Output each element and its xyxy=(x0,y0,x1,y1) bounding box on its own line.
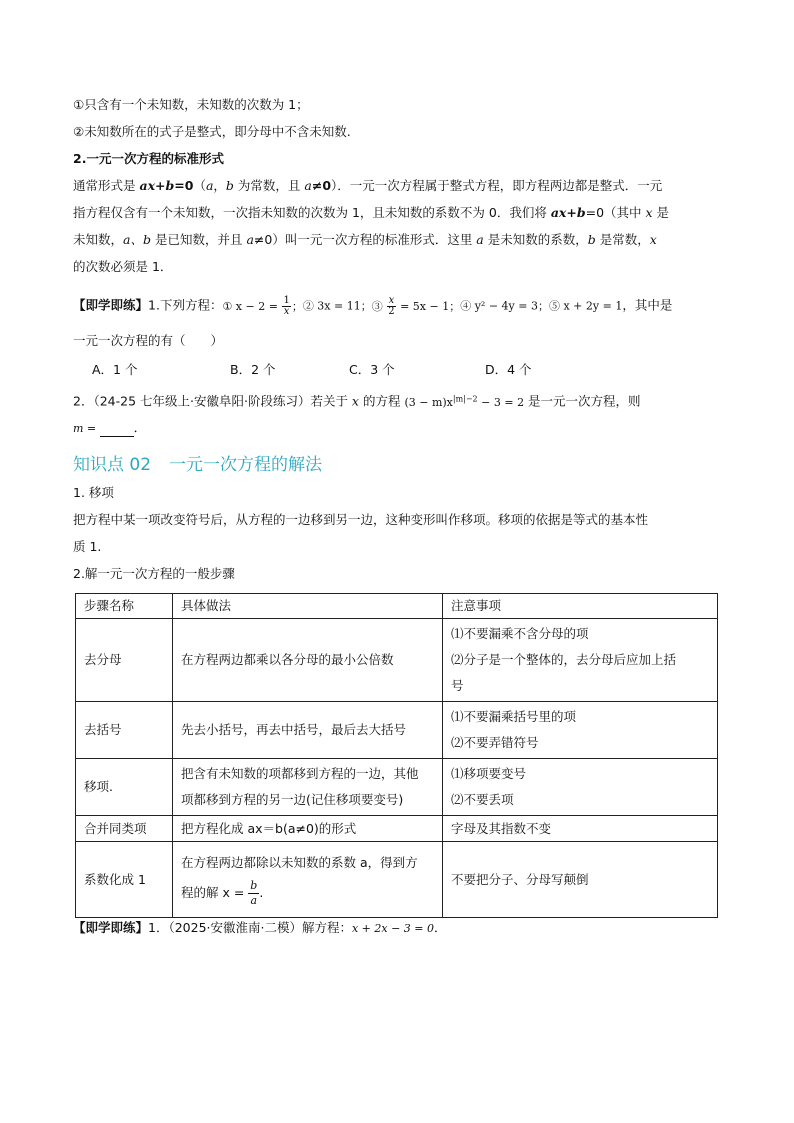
text: 是常数， xyxy=(595,232,650,247)
table-cell: 不要把分子、分母写颠倒 xyxy=(443,842,718,918)
table-cell xyxy=(173,759,443,816)
table-row xyxy=(76,842,718,918)
note: 号 xyxy=(451,678,464,693)
text: ； xyxy=(291,299,303,313)
steps-title: 2.解一元一次方程的一般步骤 xyxy=(73,566,235,581)
var: a xyxy=(476,232,484,247)
note: ⑵不要弄错符号 xyxy=(451,735,539,750)
table-header: 注意事项 xyxy=(443,594,718,619)
paragraph-line-2 xyxy=(73,205,723,221)
text: ≠0）叫一元一次方程的标准形式．这里 xyxy=(253,232,477,247)
steps-table xyxy=(75,593,718,918)
table-cell: 去分母 xyxy=(76,619,173,702)
text: 是 xyxy=(652,205,670,220)
paragraph-line-4: 的次数必须是 1． xyxy=(73,259,173,274)
table-cell: 系数化成 1 xyxy=(76,842,173,918)
table-header-row xyxy=(76,594,718,619)
text: 1．（2025·安徽淮南·二模）解方程： xyxy=(148,920,352,935)
var: a xyxy=(304,178,312,193)
table-cell: 先去小括号，再去中括号，最后去大括号 xyxy=(173,702,443,759)
practice-tag: 【即学即练】 xyxy=(73,920,149,935)
method-line: 把含有未知数的项都移到方程的一边，其他 xyxy=(181,766,419,781)
text: . xyxy=(259,884,264,900)
text: ）．一元一次方程属于整式方程，即方程两边都是整式．一元 xyxy=(331,178,663,193)
table-cell xyxy=(443,759,718,816)
equation: x + 2x − 3 = 0 xyxy=(351,922,435,935)
text: 是一元一次方程，则 xyxy=(524,393,641,409)
option-d[interactable]: D．4 个 xyxy=(485,362,532,377)
method-line: 在方程两边都除以未知数的系数 a，得到方 xyxy=(181,854,418,870)
exponent: |m|−2 xyxy=(452,394,478,403)
equation-5: ⑤ x + 2y = 1 xyxy=(548,299,623,313)
table-row xyxy=(76,816,718,842)
equation xyxy=(404,396,524,409)
text: ≠0 xyxy=(311,178,332,193)
heading-number: 知识点 02 xyxy=(73,455,152,475)
text: − 3 = 2 xyxy=(477,395,525,409)
numerator: x xyxy=(388,295,395,306)
table-row xyxy=(76,759,718,816)
table-header: 步骤名称 xyxy=(76,594,173,619)
text: ， xyxy=(213,178,226,193)
text: 0 xyxy=(184,178,194,193)
note: ⑵分子是一个整体的，去分母后应加上括 xyxy=(451,652,677,667)
text: 未知数， xyxy=(73,232,124,247)
text: ． xyxy=(434,920,447,935)
text: 的方程 xyxy=(358,393,405,409)
fraction xyxy=(387,296,395,317)
text: = 5x − 1； xyxy=(396,299,461,313)
formula: ax+b xyxy=(550,205,586,220)
denominator: 2 xyxy=(388,306,395,317)
numerator: 1 xyxy=(283,295,290,306)
text: （ xyxy=(193,178,206,193)
section-move-paragraph-2: 质 1. xyxy=(73,539,102,554)
paragraph-line-3 xyxy=(73,232,723,248)
note: ⑴不要漏乘括号里的项 xyxy=(451,709,577,724)
var: b xyxy=(225,178,234,193)
text: m = xyxy=(73,422,100,435)
table-cell: 在方程两边都乘以各分母的最小公倍数 xyxy=(173,619,443,702)
text: 为常数，且 xyxy=(233,178,305,193)
section-move-paragraph-1: 把方程中某一项改变符号后，从方程的一边移到另一边，这种变形叫作移项。移项的依据是等式的基本性 xyxy=(73,512,649,527)
text: 2．（24-25 七年级上·安徽阜阳·阶段练习）若关于 xyxy=(73,393,352,409)
text: 通常形式是 xyxy=(73,178,140,193)
note: ⑴移项要变号 xyxy=(451,766,527,781)
section-move-title: 1. 移项 xyxy=(73,485,114,500)
answer-blank[interactable] xyxy=(100,424,134,437)
practice-question-2-line-2 xyxy=(73,420,723,437)
practice-question-3 xyxy=(73,920,723,937)
method-line: 项都移到方程的另一边(记住移项要变号) xyxy=(181,792,404,807)
condition-1: ①只含有一个未知数，未知数的次数为 1； xyxy=(73,97,309,112)
method-line xyxy=(181,876,434,910)
text: 是已知数，并且 xyxy=(150,232,247,247)
fraction xyxy=(248,879,259,908)
text: ③ xyxy=(371,299,387,313)
fraction xyxy=(282,296,290,317)
option-c[interactable]: C．3 个 xyxy=(349,362,395,377)
text: 是未知数的系数， xyxy=(483,232,588,247)
text: ① x − 2 = xyxy=(222,299,282,313)
table-cell: 移项. xyxy=(76,759,173,816)
var: b xyxy=(587,232,596,247)
text: 1.下列方程： xyxy=(148,297,223,313)
section-standard-form-title: 2.一元一次方程的标准形式 xyxy=(73,151,224,166)
var: a xyxy=(246,232,254,247)
practice-question-2 xyxy=(73,391,723,411)
equation-3 xyxy=(371,295,461,317)
formula: ax+b xyxy=(139,178,175,193)
heading-title: 一元一次方程的解法 xyxy=(169,455,323,475)
text: = xyxy=(174,178,185,193)
equation-1 xyxy=(222,295,303,317)
denominator: x xyxy=(283,306,290,317)
text: (3 − m)x xyxy=(404,395,453,409)
var: x xyxy=(649,232,657,247)
note: ⑴不要漏乘不含分母的项 xyxy=(451,626,589,641)
var: x xyxy=(645,205,653,220)
denominator: a xyxy=(250,893,258,907)
practice-question-1 xyxy=(73,296,723,317)
table-header: 具体做法 xyxy=(173,594,443,619)
equation-2: ② 3x = 11； xyxy=(302,299,372,313)
paragraph-line-1 xyxy=(73,178,723,194)
practice-question-1-line-2: 一元一次方程的有（ ） xyxy=(73,333,224,348)
var: a xyxy=(205,178,214,193)
table-cell xyxy=(173,842,443,918)
equation-4: ④ y² − 4y = 3； xyxy=(460,299,549,313)
table-cell: 合并同类项 xyxy=(76,816,173,842)
table-cell: 去括号 xyxy=(76,702,173,759)
text: 程的解 x = xyxy=(181,884,249,900)
note: ⑵不要丢项 xyxy=(451,792,514,807)
numerator: b xyxy=(250,878,258,892)
table-cell xyxy=(443,702,718,759)
table-cell xyxy=(443,619,718,702)
table-cell: 把方程化成 ax＝b(a≠0)的形式 xyxy=(173,816,443,842)
table-row xyxy=(76,619,718,702)
practice-tag: 【即学即练】 xyxy=(73,297,149,313)
condition-2: ②未知数所在的式子是整式，即分母中不含未知数. xyxy=(73,124,351,139)
text: ，其中是 xyxy=(622,297,673,313)
text: ． xyxy=(133,420,147,435)
option-b[interactable]: B．2 个 xyxy=(230,362,276,377)
table-row xyxy=(76,702,718,759)
table-cell: 字母及其指数不变 xyxy=(443,816,718,842)
option-a[interactable]: A．1 个 xyxy=(92,362,138,377)
var: a、b xyxy=(123,232,151,247)
knowledge-point-heading xyxy=(73,450,322,475)
text: 指方程仅含有一个未知数，一次指未知数的次数为 1，且未知数的系数不为 0．我们将 xyxy=(73,205,551,220)
var: x xyxy=(351,393,359,409)
text: =0（其中 xyxy=(585,205,646,220)
